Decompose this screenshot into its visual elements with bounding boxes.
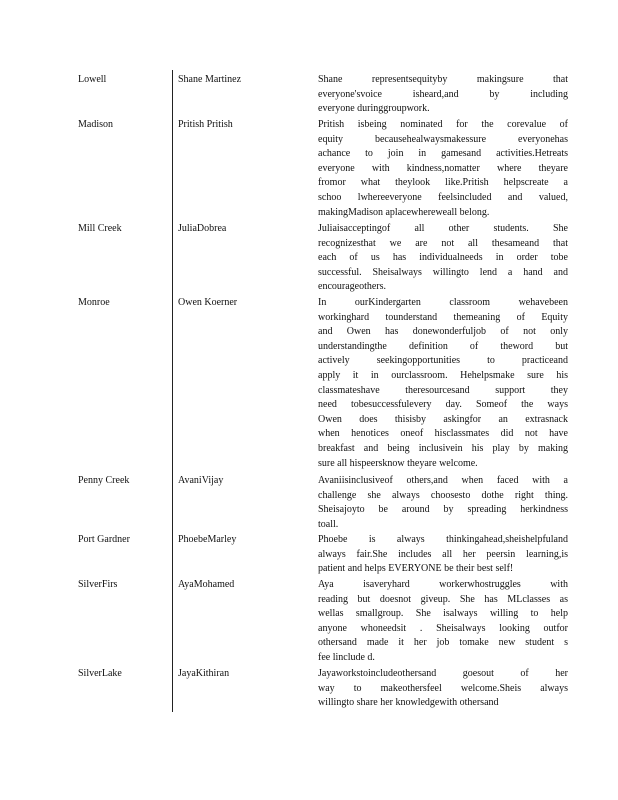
description-line: everyone'svoice isheard,and by including xyxy=(318,88,568,100)
description-line: willingto share her knowledgewith othersand xyxy=(318,697,499,709)
description-line: patient and helps EVERYONE be their best self! xyxy=(318,563,514,575)
description-line: Phoebe is always thinkingahead,sheishelpfuland xyxy=(318,534,568,545)
student-name: PhoebeMarley xyxy=(178,534,237,545)
description-line: always fair.She includes all her peersin learning,is xyxy=(318,548,568,560)
student-name: Pritish Pritish xyxy=(178,119,233,130)
description-line: challenge she always choosesto dothe right thing. xyxy=(318,489,568,501)
description-line: workinghard tounderstand themeaning of Equity xyxy=(318,311,568,323)
nomination-description xyxy=(318,474,568,532)
description-line: actively seekingopportunities to practiceand xyxy=(318,355,568,367)
school-name: Monroe xyxy=(78,297,110,308)
description-line: othersand made it her job tomake new student s xyxy=(318,637,568,649)
description-line: Shane representsequityby makingsure that xyxy=(318,74,568,85)
description-line: Pritish isbeing nominated for the corevalue of xyxy=(318,119,568,130)
student-name: AvaniVijay xyxy=(178,475,224,486)
description-line: apply it in ourclassroom. Hehelpsmake sure his xyxy=(318,369,568,381)
description-line: wellas smallgroup. She isalways willing to help xyxy=(318,608,568,620)
description-line: achance to join in gamesand activities.Hetreats xyxy=(318,148,568,160)
school-name: Mill Creek xyxy=(78,223,122,234)
description-line: makingMadison aplacewhereweall belong. xyxy=(318,206,490,218)
school-name: SilverLake xyxy=(78,668,122,679)
student-name: Owen Koerner xyxy=(178,297,238,308)
nomination-description xyxy=(318,73,568,117)
description-line: when henotices oneof hisclassmates did not have xyxy=(318,428,568,440)
description-line: everyone with kindness,nomatter where theyare xyxy=(318,162,568,174)
description-line: reading but doesnot giveup. She has MLclasses as xyxy=(318,593,568,605)
description-line: everyone duringgroupwork. xyxy=(318,103,430,115)
school-name: Penny Creek xyxy=(78,475,130,486)
student-name: Shane Martinez xyxy=(178,74,242,85)
description-line: fromor what theylook like.Pritish helpscreate a xyxy=(318,177,568,189)
description-line: understandingthe definition of theword but xyxy=(318,340,568,352)
description-line: Avaniisinclusiveof others,and when faced with a xyxy=(318,475,568,486)
nomination-description xyxy=(318,578,568,666)
description-line: anyone whoneedsit . Sheisalways looking outfor xyxy=(318,622,568,634)
description-line: toall. xyxy=(318,518,339,530)
description-line: Jayaworkstoincludeothersand goesout of her xyxy=(318,668,568,679)
student-name: JayaKithiran xyxy=(178,668,230,679)
nomination-description xyxy=(318,296,568,471)
description-line: classmateshave theresourcesand support they xyxy=(318,384,568,396)
column-divider xyxy=(172,70,173,712)
description-line: recognizesthat we are not all thesameand that xyxy=(318,237,568,249)
description-line: Owen does thisisby askingfor an extrasnack xyxy=(318,413,568,425)
description-line: Juliaisacceptingof all other students. She xyxy=(318,223,568,234)
student-name: JuliaDobrea xyxy=(178,223,227,234)
nomination-description xyxy=(318,222,568,295)
description-line: each of us has individualneeds in order tobe xyxy=(318,252,568,264)
school-name: Lowell xyxy=(78,74,107,85)
school-name: Port Gardner xyxy=(78,534,130,545)
description-line: Aya isaveryhard workerwhostruggles with xyxy=(318,579,568,590)
school-name: SilverFirs xyxy=(78,579,118,590)
description-line: encourageothers. xyxy=(318,281,387,293)
description-line: successful. Sheisalways willingto lend a hand and xyxy=(318,266,568,278)
school-name: Madison xyxy=(78,119,113,130)
description-line: and Owen has donewonderfuljob of not only xyxy=(318,326,568,338)
description-line: equity becausehealwaysmakessure everyonehas xyxy=(318,133,568,145)
description-line: need tobesuccessfulevery day. Someof the ways xyxy=(318,399,568,411)
description-line: schoo lwhereeveryone feelsincluded and valued, xyxy=(318,191,568,203)
nomination-description xyxy=(318,533,568,577)
student-name: AyaMohamed xyxy=(178,579,235,590)
nomination-description xyxy=(318,667,568,711)
nomination-description xyxy=(318,118,568,220)
description-line: breakfast and being inclusivein his play by making xyxy=(318,442,568,454)
description-line: Sheisajoyto be around by spreading herkindness xyxy=(318,504,568,516)
description-line: In ourKindergarten classroom wehavebeen xyxy=(318,297,568,308)
description-line: sure all hispeersknow theyare welcome. xyxy=(318,457,478,469)
description-line: fee linclude d. xyxy=(318,651,375,663)
description-line: way to makeothersfeel welcome.Sheis always xyxy=(318,682,568,694)
